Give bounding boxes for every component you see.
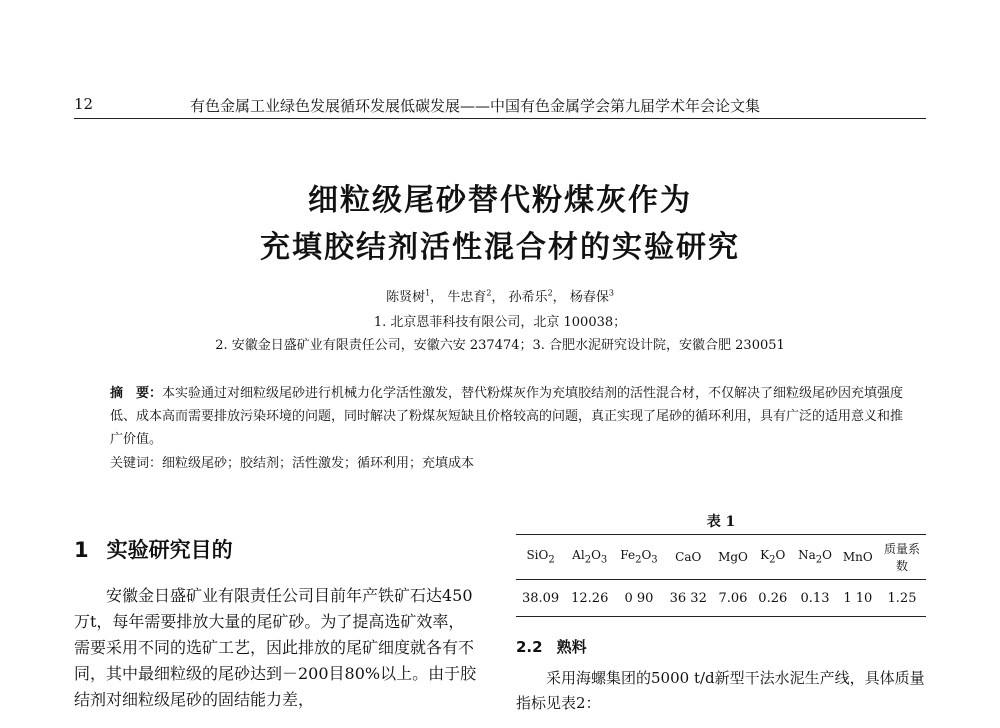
table-header-row <box>516 535 926 580</box>
affiliation-1: 1. 北京恩菲科技有限公司，北京 100038； <box>373 315 627 330</box>
section-2-2-body: 采用海螺集团的5000 t/d新型干法水泥生产线，具体质量指标见表2： <box>516 669 925 712</box>
col-fe2o3: $Fe_2O_3$ <box>620 548 658 566</box>
page-number: 12 <box>74 95 94 113</box>
section-2-2-number: 2.2 <box>516 638 543 656</box>
section-1-title: 实验研究目的 <box>106 538 233 562</box>
abstract-label: 摘 要： <box>110 386 163 401</box>
section-1-number: 1 <box>74 538 89 562</box>
author-3: 孙希乐$^2$ <box>508 288 553 305</box>
section-1-body: 安徽金日盛矿业有限责任公司目前年产铁矿石达450万t，每年需要排放大量的尾矿砂。为了提高选矿效率，需要采用不同的选矿工艺，因此排放的尾矿细度就各有不同，其中最细粒级的尾砂达到－200目80%以上。由于胶结剂对细粒级尾砂的固结能力差， <box>74 586 477 709</box>
keywords-text: 细粒级尾砂；胶结剂；活性激发；循环利用；充填成本 <box>162 456 475 471</box>
table-cell: 0.26 <box>758 590 788 606</box>
keywords-label: 关键词： <box>110 456 163 471</box>
paper-title-line2: 充填胶结剂活性混合材的实验研究 <box>260 230 740 265</box>
table-cell: 0.13 <box>800 590 830 606</box>
affiliation-2: 2. 安徽金日盛矿业有限责任公司，安徽六安 237474；3. 合肥水泥研究设计院，安徽合肥 230051 <box>215 338 785 353</box>
table-1 <box>516 534 926 617</box>
col-mgo: MgO <box>718 550 748 564</box>
authors: 陈贤树$^1$， 牛忠育$^2$， 孙希乐$^2$， 杨春保$^3$ <box>386 288 614 305</box>
col-al2o3: $Al_2O_3$ <box>572 548 608 566</box>
author-1: 陈贤树$^1$ <box>386 288 431 305</box>
keywords <box>110 452 474 471</box>
col-na2o: $Na_2O$ <box>798 548 832 566</box>
table-cell: 0 90 <box>624 590 654 606</box>
section-2-2-heading <box>516 636 601 657</box>
header-rule <box>74 118 926 119</box>
section-1-heading <box>74 534 251 564</box>
running-title: 有色金属工业绿色发展循环发展低碳发展——中国有色金属学会第九届学术年会论文集 <box>190 97 761 115</box>
abstract <box>110 382 910 451</box>
table-cell: 7.06 <box>718 590 748 606</box>
table-cell: 1.25 <box>887 590 917 606</box>
table-cell: 12.26 <box>571 590 609 606</box>
table-cell: 38.09 <box>521 590 560 606</box>
section-2-2-title: 熟料 <box>556 638 587 656</box>
table-1-caption: 表 1 <box>706 514 736 530</box>
col-k2o: $K_2O$ <box>760 548 786 566</box>
col-mno: MnO <box>842 550 873 564</box>
paper-title-line1: 细粒级尾砂替代粉煤灰作为 <box>308 183 692 218</box>
col-sio2: SiO$_2$ <box>526 548 555 566</box>
author-4: 杨春保$^3$ <box>569 288 614 305</box>
abstract-text: 本实验通过对细粒级尾砂进行机械力化学活性激发，替代粉煤灰作为充填胶结剂的活性混合材，不仅解决了细粒级尾砂因充填强度低、成本高而需要排放污染环境的问题，同时解决了粉煤灰短缺且价格较高的问题，真正实现了尾砂的循环利用，具有广泛的适用意义和推广价值。 <box>110 386 904 447</box>
table-cell: 1 10 <box>843 590 873 606</box>
table-cell: 36 32 <box>669 590 707 606</box>
author-2: 牛忠育$^2$ <box>447 288 492 305</box>
col-quality-coefficient: 质量系数 <box>883 542 920 573</box>
table-row <box>516 580 926 617</box>
col-cao: CaO <box>675 550 702 564</box>
